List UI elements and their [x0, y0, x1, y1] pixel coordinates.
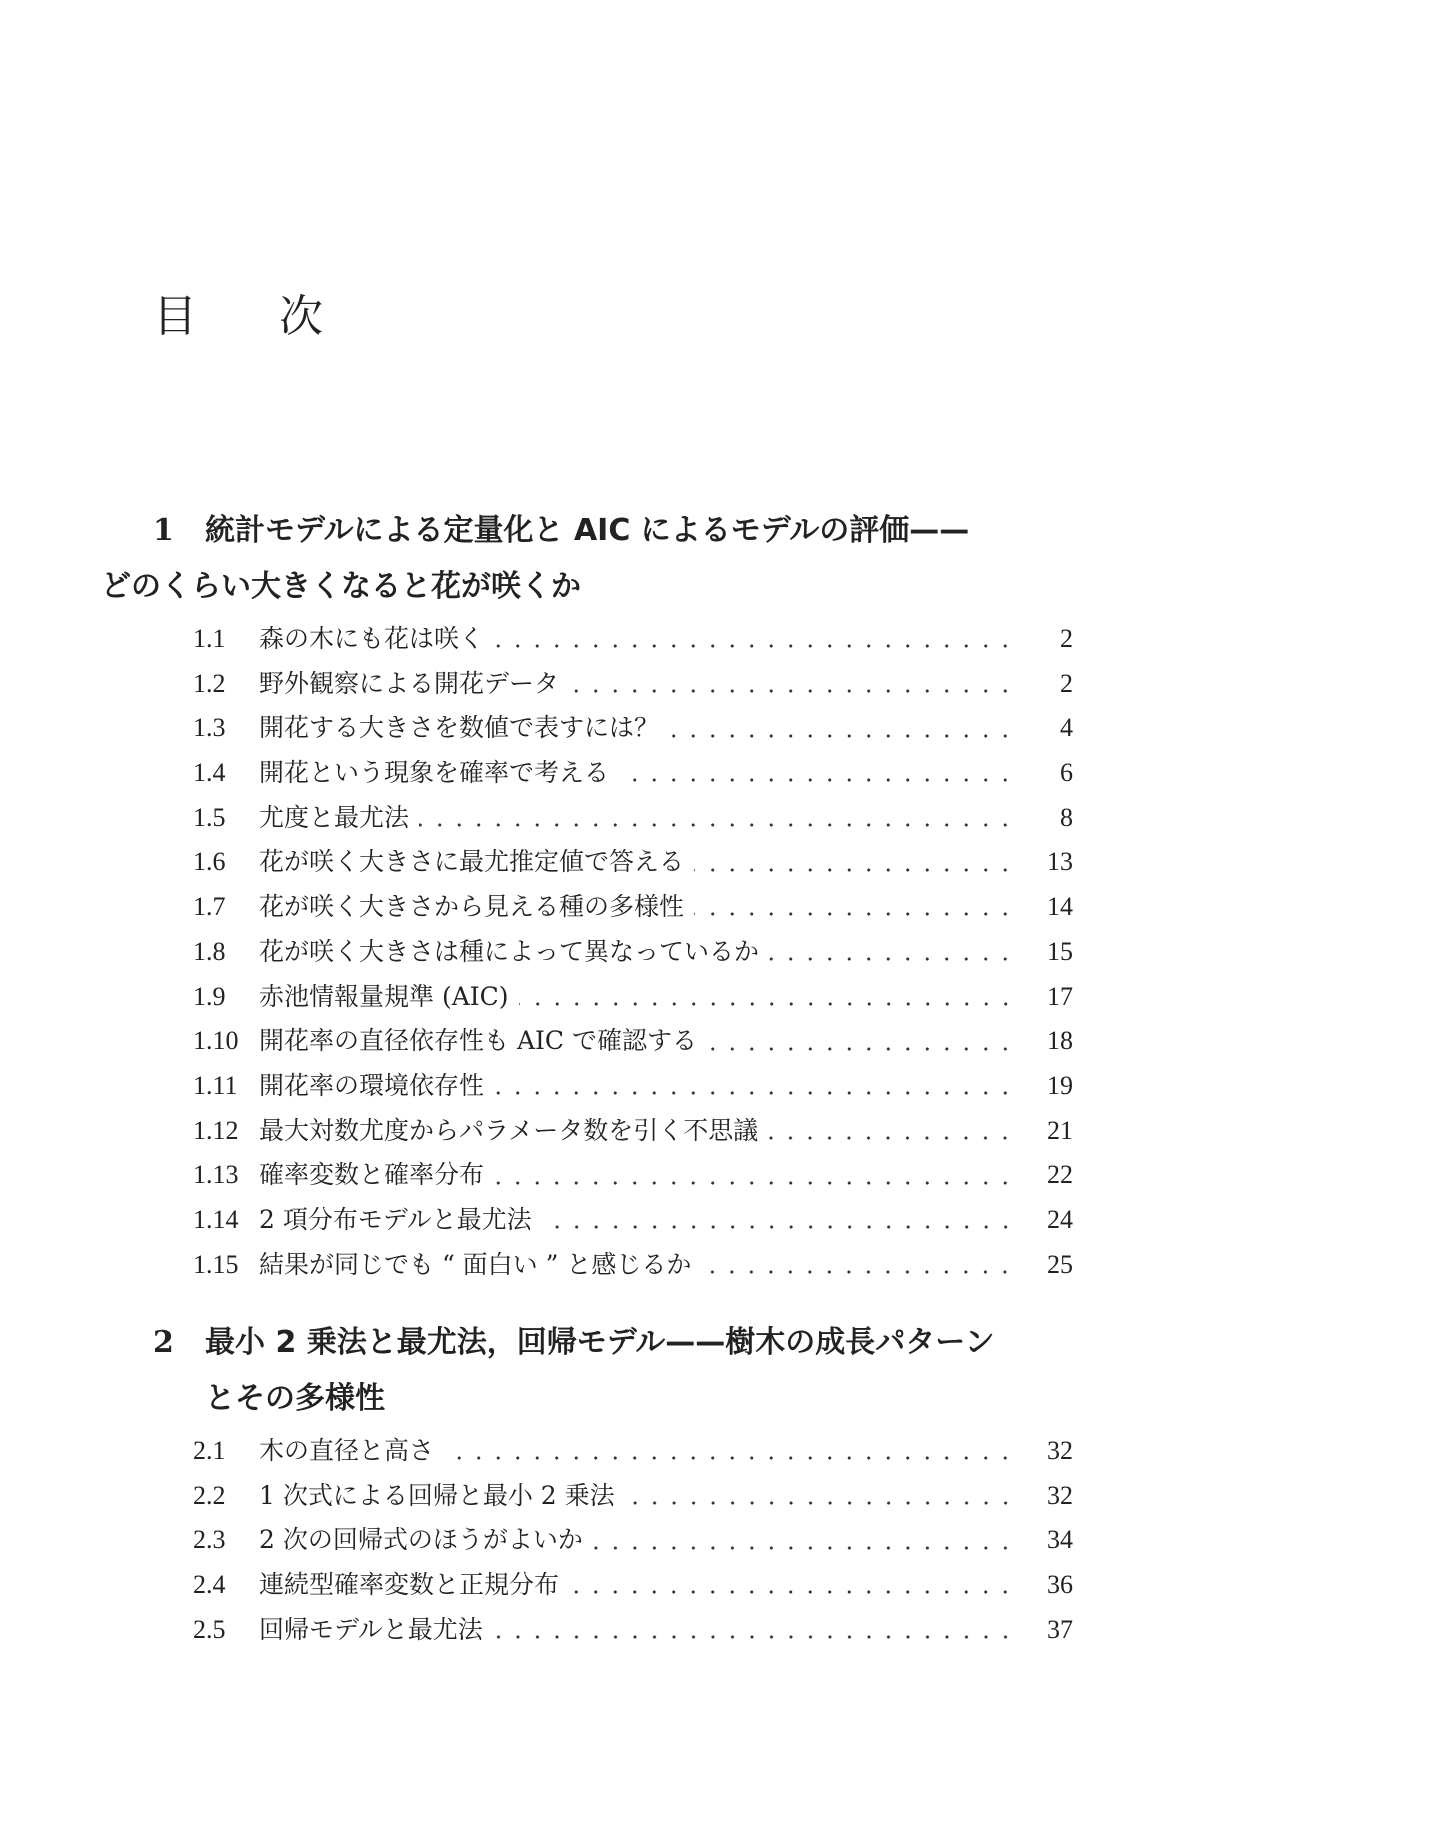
section-number: 1.9 [193, 981, 226, 1011]
section-title: 最大対数尤度からパラメータ数を引く不思議 [259, 1115, 759, 1145]
page-number: 13 [1047, 847, 1073, 877]
toc-entry[interactable] [193, 1064, 1073, 1109]
dot-leader [493, 1633, 1015, 1641]
page-number: 2 [1060, 668, 1073, 698]
section-list [153, 617, 1073, 1287]
page-number: 34 [1047, 1525, 1073, 1555]
dot-leader [494, 1179, 1015, 1187]
chapter-title-line1: 最小 2 乗法と最尤法，回帰モデル——樹木の成長パターン [205, 1325, 995, 1360]
section-title: 野外観察による開花データ [259, 668, 560, 698]
page-number: 25 [1047, 1249, 1073, 1279]
section-title: 赤池情報量規準 (AIC) [259, 981, 509, 1011]
section-number: 2.5 [193, 1614, 226, 1644]
section-number: 1.12 [193, 1115, 239, 1145]
page-number: 37 [1047, 1614, 1073, 1644]
chapter-title-line1: 統計モデルによる定量化と AIC によるモデルの評価—— [205, 513, 970, 548]
toc-entry[interactable] [193, 885, 1073, 930]
page-number: 24 [1047, 1204, 1073, 1234]
section-title: 開花率の環境依存性 [259, 1070, 485, 1100]
section-number: 2.2 [193, 1480, 226, 1510]
section-title: 確率変数と確率分布 [259, 1160, 485, 1190]
page-number: 22 [1047, 1160, 1073, 1190]
section-number: 1.13 [193, 1160, 239, 1190]
toc-entry[interactable] [193, 1198, 1073, 1243]
page-title: 目 次 [153, 291, 357, 342]
page-number: 2 [1060, 624, 1073, 653]
dot-leader [625, 1499, 1015, 1507]
toc-entry[interactable] [193, 796, 1073, 841]
section-title: 開花率の直径依存性も AIC で確認する [259, 1026, 697, 1056]
chapter-title-line2: とその多様性 [205, 1381, 385, 1416]
chapter-heading[interactable] [153, 1315, 1073, 1427]
section-title: 1 次式による回帰と最小 2 乗法 [259, 1480, 615, 1510]
dot-leader [494, 1089, 1015, 1097]
dot-leader [694, 866, 1015, 874]
chapter-title [101, 513, 1073, 615]
dot-leader [593, 1544, 1015, 1552]
section-number: 1.11 [193, 1070, 238, 1100]
section-number: 1.3 [193, 713, 226, 743]
toc-entry[interactable] [193, 1608, 1073, 1653]
toc-entry[interactable] [193, 930, 1073, 975]
chapter-1 [101, 503, 1073, 1287]
dot-leader [701, 1268, 1015, 1276]
section-number: 2.4 [193, 1570, 226, 1600]
section-number: 1.10 [193, 1026, 239, 1056]
page-number: 32 [1047, 1480, 1073, 1510]
chapter-number: 2 [153, 1325, 174, 1360]
page-number: 17 [1047, 981, 1073, 1011]
section-title: 開花という現象を確率で考える [259, 758, 610, 788]
dot-leader [619, 776, 1015, 784]
dot-leader [519, 1000, 1015, 1008]
section-title: 木の直径と高さ [259, 1436, 435, 1465]
page-number: 8 [1060, 802, 1073, 832]
page-number: 32 [1047, 1436, 1073, 1465]
section-number: 1.4 [193, 758, 226, 788]
section-title: 2 項分布モデルと最尤法 [259, 1204, 532, 1234]
section-number: 1.8 [193, 936, 226, 966]
section-title: 森の木にも花は咲く [259, 624, 485, 653]
dot-leader [569, 687, 1015, 695]
section-title: 花が咲く大きさは種によって異なっているか [259, 936, 760, 966]
section-title: 連続型確率変数と正規分布 [259, 1570, 560, 1600]
section-title: 回帰モデルと最尤法 [259, 1614, 483, 1644]
toc-entry[interactable] [193, 706, 1073, 751]
section-number: 1.5 [193, 802, 226, 832]
dot-leader [444, 1454, 1015, 1462]
page-number: 14 [1047, 892, 1073, 922]
dot-leader [494, 642, 1015, 650]
chapter-number: 1 [153, 513, 174, 548]
section-number: 1.6 [193, 847, 226, 877]
toc-entry[interactable] [193, 840, 1073, 885]
page-number: 15 [1047, 936, 1073, 966]
toc-entry[interactable] [193, 1474, 1073, 1519]
toc-entry[interactable] [193, 751, 1073, 796]
dot-leader [694, 910, 1015, 918]
chapter-heading[interactable] [101, 503, 1073, 615]
section-title: 尤度と最尤法 [259, 802, 410, 832]
toc-entry[interactable] [193, 617, 1073, 662]
toc-entry[interactable] [193, 1429, 1073, 1474]
section-title: 結果が同じでも “ 面白い ” と感じるか [259, 1249, 692, 1279]
toc-entry[interactable] [193, 1019, 1073, 1064]
section-title: 開花する大きさを数値で表すには？ [259, 713, 660, 743]
section-title: 花が咲く大きさに最尤推定値で答える [259, 847, 685, 877]
section-number: 1.1 [193, 624, 226, 653]
section-number: 1.2 [193, 668, 226, 698]
section-number: 1.7 [193, 892, 226, 922]
toc-entry[interactable] [193, 1243, 1073, 1288]
section-title: 花が咲く大きさから見える種の多様性 [259, 892, 685, 922]
page-number: 6 [1060, 758, 1073, 788]
page-number: 19 [1047, 1070, 1073, 1100]
page-number: 4 [1060, 713, 1073, 743]
section-title: 2 次の回帰式のほうがよいか [259, 1525, 583, 1555]
section-number: 1.15 [193, 1249, 239, 1279]
page-number: 21 [1047, 1115, 1073, 1145]
toc-entry[interactable] [193, 1563, 1073, 1608]
toc-entry[interactable] [193, 1518, 1073, 1563]
dot-leader [569, 1588, 1015, 1596]
dot-leader [769, 955, 1015, 963]
dot-leader [768, 1134, 1015, 1142]
toc-entry[interactable] [193, 975, 1073, 1020]
toc-entry[interactable] [193, 1109, 1073, 1154]
page-number: 18 [1047, 1026, 1073, 1056]
chapter-2 [153, 1315, 1073, 1652]
page-number: 36 [1047, 1570, 1073, 1600]
dot-leader [707, 1045, 1015, 1053]
chapter-title-line2: どのくらい大きくなると花が咲くか [101, 569, 581, 604]
dot-leader [542, 1223, 1015, 1231]
dot-leader [669, 732, 1015, 740]
section-number: 2.1 [193, 1436, 226, 1465]
section-number: 2.3 [193, 1525, 226, 1555]
toc-entry[interactable] [193, 662, 1073, 707]
dot-leader [419, 821, 1015, 829]
section-list [153, 1429, 1073, 1652]
toc-entry[interactable] [193, 1153, 1073, 1198]
section-number: 1.14 [193, 1204, 239, 1234]
chapter-title [205, 1315, 1073, 1427]
